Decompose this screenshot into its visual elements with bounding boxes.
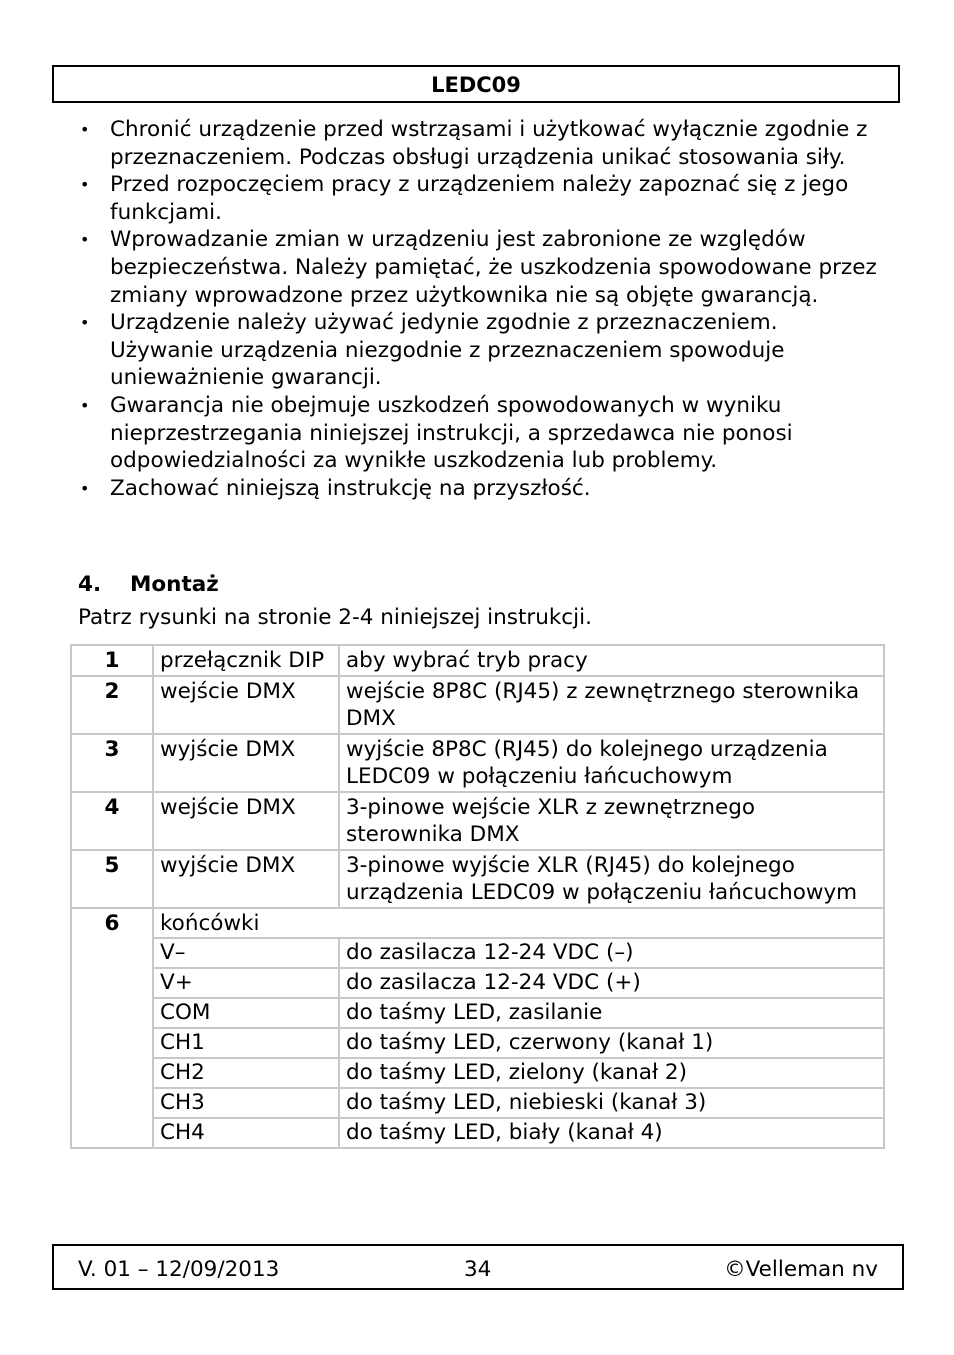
list-item-text: Chronić urządzenie przed wstrząsami i użytkować wyłącznie zgodnie z przeznaczeniem. Podczas obsługi urządzenia unikać stosowania siły. bbox=[110, 117, 868, 170]
table-row bbox=[71, 792, 884, 850]
part-number: 4 bbox=[71, 792, 153, 850]
list-item bbox=[78, 116, 878, 171]
part-name: przełącznik DIP bbox=[153, 645, 339, 676]
part-number: 3 bbox=[71, 734, 153, 792]
part-number: 6 bbox=[71, 908, 153, 1149]
list-item-text: Wprowadzanie zmian w urządzeniu jest zabronione ze względów bezpieczeństwa. Należy pamiętać, że uszkodzenia spowodowane przez zmiany wprowadzone przez użytkownika nie są objęte gwarancją. bbox=[110, 227, 877, 308]
section-intro: Patrz rysunki na stronie 2-4 niniejszej instrukcji. bbox=[78, 605, 592, 630]
table-row bbox=[71, 734, 884, 792]
terminal-name: CH3 bbox=[153, 1088, 339, 1118]
terminal-row bbox=[71, 1058, 884, 1088]
terminal-name: CH1 bbox=[153, 1028, 339, 1058]
list-item-text: Gwarancja nie obejmuje uszkodzeń spowodowanych w wyniku nieprzestrzegania niniejszej instrukcji, a sprzedawca nie ponosi odpowiedzialności za wynikłe uszkodzenia lub problemy. bbox=[110, 392, 793, 474]
list-item bbox=[78, 309, 878, 392]
terminal-row bbox=[71, 968, 884, 998]
terminal-row bbox=[71, 998, 884, 1028]
terminal-row bbox=[71, 938, 884, 968]
part-description: wyjście 8P8C (RJ45) do kolejnego urządzenia LEDC09 w połączeniu łańcuchowym bbox=[339, 734, 884, 792]
bullet-icon: • bbox=[80, 230, 90, 250]
terminal-description: do taśmy LED, czerwony (kanał 1) bbox=[339, 1028, 884, 1058]
bullet-icon: • bbox=[80, 313, 90, 333]
page-footer bbox=[52, 1244, 904, 1290]
bullet-icon: • bbox=[80, 395, 90, 415]
part-number: 2 bbox=[71, 676, 153, 734]
section-number: 4. bbox=[78, 572, 102, 597]
safety-instructions-list bbox=[78, 116, 878, 502]
terminal-row bbox=[71, 1028, 884, 1058]
bullet-icon: • bbox=[80, 478, 90, 498]
part-description: wejście 8P8C (RJ45) z zewnętrznego sterownika DMX bbox=[339, 676, 884, 734]
list-item-text: Urządzenie należy używać jedynie zgodnie z przeznaczeniem. Używanie urządzenia niezgodnie z przeznaczeniem spowoduje unieważnienie gwarancji. bbox=[110, 310, 785, 391]
terminal-row bbox=[71, 1088, 884, 1118]
part-name: wejście DMX bbox=[153, 792, 339, 850]
footer-version: V. 01 – 12/09/2013 bbox=[78, 1257, 280, 1282]
part-name: wyjście DMX bbox=[153, 734, 339, 792]
terminal-name: COM bbox=[153, 998, 339, 1028]
part-number: 5 bbox=[71, 850, 153, 908]
footer-copyright: ©Velleman nv bbox=[724, 1257, 878, 1282]
terminal-row bbox=[71, 1118, 884, 1148]
terminal-description: do taśmy LED, biały (kanał 4) bbox=[339, 1118, 884, 1148]
terminal-name: V+ bbox=[153, 968, 339, 998]
table-row bbox=[71, 850, 884, 908]
section-title: Montaż bbox=[130, 572, 219, 597]
product-title: LEDC09 bbox=[431, 73, 521, 97]
part-description: 3-pinowe wyjście XLR (RJ45) do kolejnego urządzenia LEDC09 w połączeniu łańcuchowym bbox=[339, 850, 884, 908]
parts-table bbox=[70, 644, 885, 1149]
part-name: wejście DMX bbox=[153, 676, 339, 734]
bullet-icon: • bbox=[80, 175, 90, 195]
list-item bbox=[78, 475, 878, 503]
part-name: wyjście DMX bbox=[153, 850, 339, 908]
terminal-name: V– bbox=[153, 938, 339, 968]
list-item bbox=[78, 392, 878, 475]
bullet-icon: • bbox=[80, 120, 90, 139]
table-row bbox=[71, 908, 884, 939]
list-item bbox=[78, 226, 878, 309]
terminal-description: do taśmy LED, zasilanie bbox=[339, 998, 884, 1028]
section-heading bbox=[78, 572, 219, 597]
terminal-description: do zasilacza 12-24 VDC (–) bbox=[339, 938, 884, 968]
part-description: aby wybrać tryb pracy bbox=[339, 645, 884, 676]
list-item bbox=[78, 171, 878, 226]
terminal-description: do taśmy LED, niebieski (kanał 3) bbox=[339, 1088, 884, 1118]
list-item-text: Zachować niniejszą instrukcję na przyszłość. bbox=[110, 475, 591, 501]
list-item-text: Przed rozpoczęciem pracy z urządzeniem należy zapoznać się z jego funkcjami. bbox=[110, 172, 849, 225]
terminal-name: CH2 bbox=[153, 1058, 339, 1088]
table-row bbox=[71, 676, 884, 734]
page-number: 34 bbox=[464, 1257, 492, 1282]
table-row bbox=[71, 645, 884, 676]
terminal-name: CH4 bbox=[153, 1118, 339, 1148]
terminal-description: do zasilacza 12-24 VDC (+) bbox=[339, 968, 884, 998]
terminals-label: końcówki bbox=[153, 908, 884, 939]
terminal-description: do taśmy LED, zielony (kanał 2) bbox=[339, 1058, 884, 1088]
part-number: 1 bbox=[71, 645, 153, 676]
part-description: 3-pinowe wejście XLR z zewnętrznego sterownika DMX bbox=[339, 792, 884, 850]
page-header bbox=[52, 65, 900, 103]
